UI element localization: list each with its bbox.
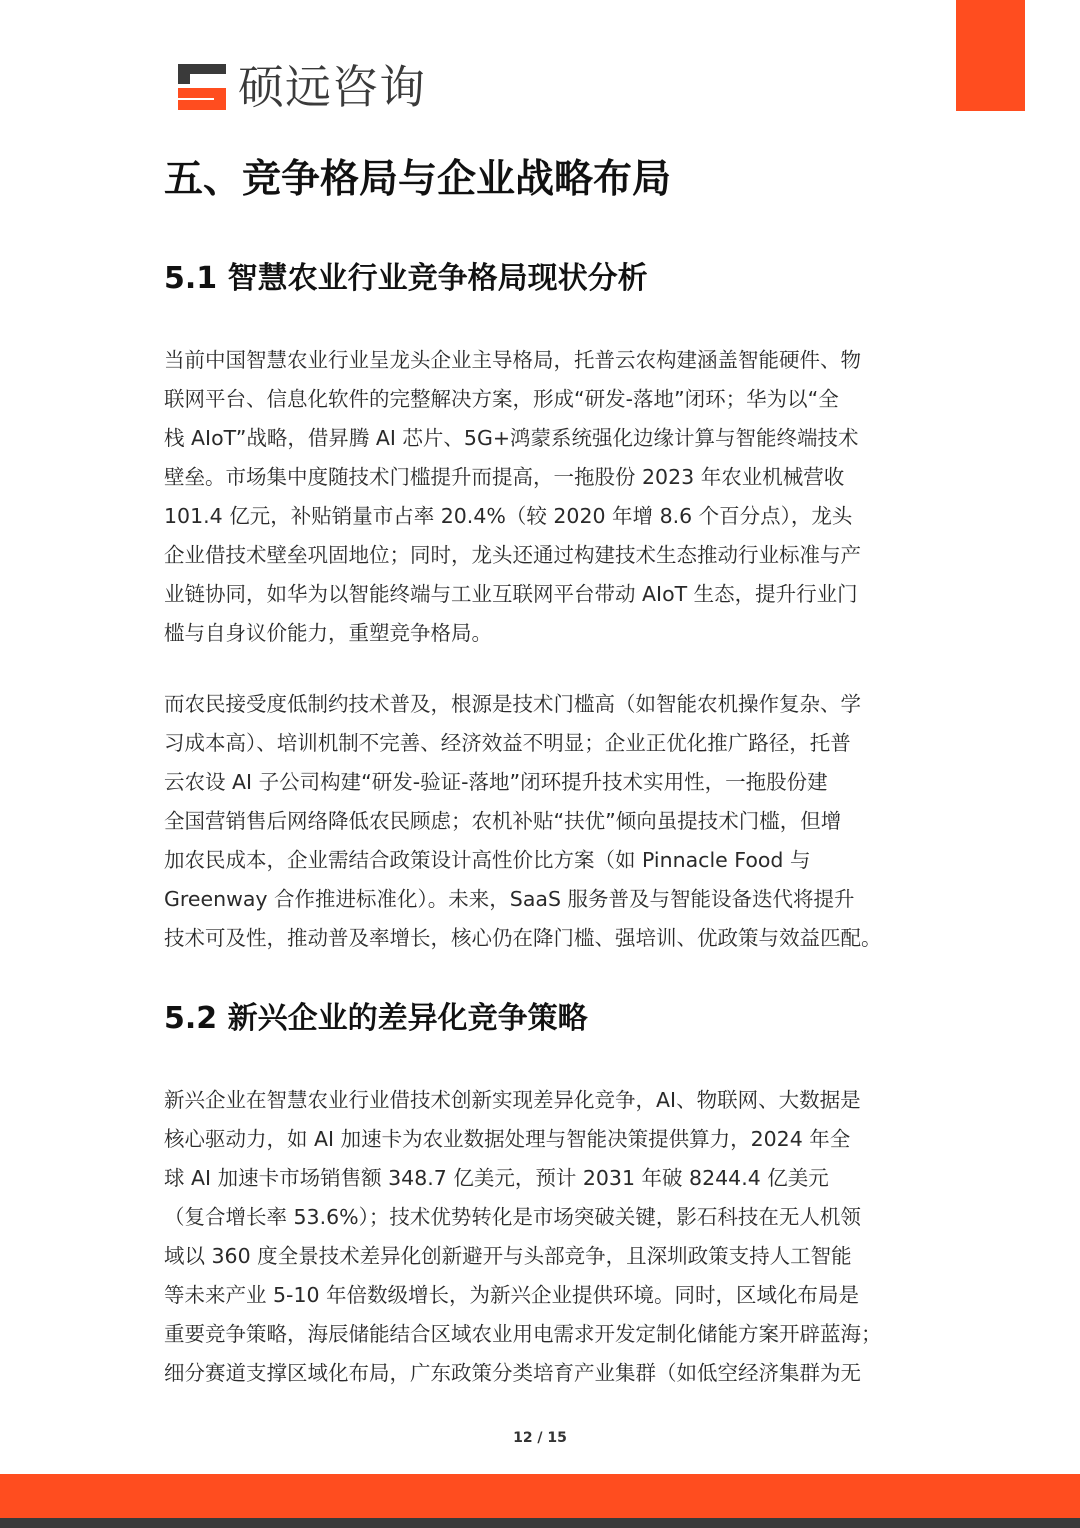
text-line: 新兴企业在智慧农业行业借技术创新实现差异化竞争，AI、物联网、大数据是 [164, 1088, 861, 1112]
text-line: 101.4 亿元，补贴销量市占率 20.4%（较 2020 年增 8.6 个百分点），龙头 [164, 504, 853, 528]
text-line: 云农设 AI 子公司构建“研发-验证-落地”闭环提升技术实用性，一拖股份建 [164, 770, 828, 794]
section-heading-5-2: 5.2 新兴企业的差异化竞争策略 [164, 1001, 588, 1036]
text-line: 等未来产业 5-10 年倍数级增长，为新兴企业提供环境。同时，区域化布局是 [164, 1283, 860, 1307]
text-line: 栈 AIoT”战略，借昇腾 AI 芯片、5G+鸿蒙系统强化边缘计算与智能终端技术 [164, 426, 859, 450]
corner-accent-block [956, 0, 1025, 111]
text-line: 球 AI 加速卡市场销售额 348.7 亿美元，预计 2031 年破 8244.4 亿美元 [164, 1166, 829, 1190]
text-line: 壁垒。市场集中度随技术门槛提升而提高，一拖股份 2023 年农业机械营收 [164, 465, 845, 489]
text-line: 全国营销售后网络降低农民顾虑；农机补贴“扶优”倾向虽提技术门槛，但增 [164, 809, 842, 833]
text-line: 习成本高）、培训机制不完善、经济效益不明显；企业正优化推广路径，托普 [164, 731, 851, 755]
section-heading-5-1: 5.1 智慧农业行业竞争格局现状分析 [164, 261, 648, 296]
section-5-1-paragraph-2 [164, 685, 882, 958]
text-line: 联网平台、信息化软件的完整解决方案，形成“研发-落地”闭环；华为以“全 [164, 387, 839, 411]
text-line: 技术可及性，推动普及率增长，核心仍在降门槛、强培训、优政策与效益匹配。 [164, 926, 882, 950]
text-line: 核心驱动力，如 AI 加速卡为农业数据处理与智能决策提供算力，2024 年全 [164, 1127, 851, 1151]
brand-name: 硕远咨询 [238, 60, 426, 114]
text-line: 企业借技术壁垒巩固地位；同时，龙头还通过构建技术生态推动行业标准与产 [164, 543, 861, 567]
section-5-1-paragraph-1 [164, 341, 861, 653]
text-line: 业链协同，如华为以智能终端与工业互联网平台带动 AIoT 生态，提升行业门 [164, 582, 858, 606]
text-line: （复合增长率 53.6%）；技术优势转化是市场突破关键，影石科技在无人机领 [164, 1205, 861, 1229]
text-line: 槛与自身议价能力，重塑竞争格局。 [164, 621, 492, 645]
footer-accent-bar [0, 1474, 1080, 1518]
brand-logo [178, 62, 426, 112]
footer-dark-strip [0, 1518, 1080, 1528]
page-title: 五、竞争格局与企业战略布局 [164, 157, 672, 202]
page-number: 12 / 15 [513, 1430, 567, 1446]
text-line: Greenway 合作推进标准化）。未来，SaaS 服务普及与智能设备迭代将提升 [164, 887, 855, 911]
text-line: 加农民成本，企业需结合政策设计高性价比方案（如 Pinnacle Food 与 [164, 848, 811, 872]
logo-mark-icon [178, 64, 226, 110]
text-line: 当前中国智慧农业行业呈龙头企业主导格局，托普云农构建涵盖智能硬件、物 [164, 348, 861, 372]
text-line: 细分赛道支撑区域化布局，广东政策分类培育产业集群（如低空经济集群为无 [164, 1361, 861, 1385]
text-line: 重要竞争策略，海辰储能结合区域农业用电需求开发定制化储能方案开辟蓝海； [164, 1322, 882, 1346]
text-line: 而农民接受度低制约技术普及，根源是技术门槛高（如智能农机操作复杂、学 [164, 692, 861, 716]
section-5-2-paragraph-1 [164, 1081, 882, 1393]
text-line: 域以 360 度全景技术差异化创新避开与头部竞争，且深圳政策支持人工智能 [164, 1244, 852, 1268]
